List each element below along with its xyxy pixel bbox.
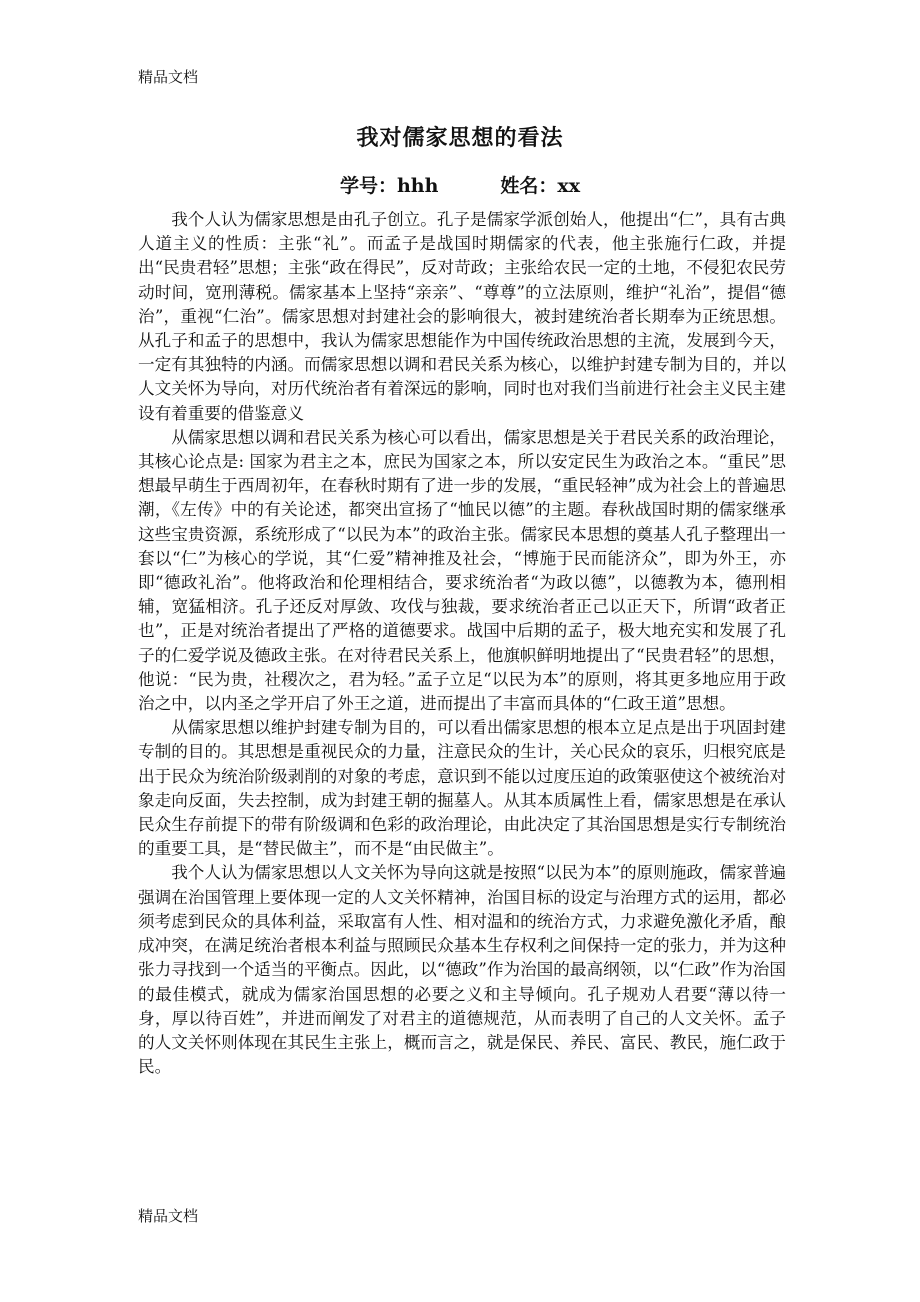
student-id: 学号：hhh [339, 175, 439, 197]
paragraph-1: 我个人认为儒家思想是由孔子创立。孔子是儒家学派创始人，他提出“仁”，具有古典人道主义的性质：主张“礼”。而孟子是战国时期儒家的代表，他主张施行仁政，并提出“民贵君轻”思想；主张“政在得民”，反对苛政；主张给农民一定的土地，不侵犯农民劳动时间，宽刑薄税。儒家基本上坚持“亲亲”、“尊尊”的立法原则，维护“礼治”，提倡“德治”，重视“仁治”。儒家思想对封建社会的影响很大，被封建统治者长期奉为正统思想。从孔子和孟子的思想中，我认为儒家思想能作为中国传统政治思想的主流，发展到今天，一定有其独特的内涵。而儒家思想以调和君民关系为核心，以维护封建专制为目的，并以人文关怀为导向，对历代统治者有着深远的影响，同时也对我们当前进行社会主义民主建设有着重要的借鉴意义 [138, 210, 786, 423]
page-header-label: 精品文档 [138, 68, 199, 86]
student-info [0, 171, 920, 198]
paragraph-4: 我个人认为儒家思想以人文关怀为导向这就是按照“以民为本”的原则施政，儒家普遍强调在治国管理上要体现一定的人文关怀精神，治国目标的设定与治理方式的运用，都必须考虑到民众的具体利益，采取富有人性、相对温和的统治方式，力求避免激化矛盾，酿成冲突，在满足统治者根本利益与照顾民众基本生存权利之间保持一定的张力，并为这种张力寻找到一个适当的平衡点。因此，以“德政”作为治国的最高纲领，以“仁政”作为治国的最佳模式，就成为儒家治国思想的必要之义和主导倾向。孔子规劝人君要“薄以待一身，厚以待百姓”，并进而阐发了对君主的道德规范，从而表明了自己的人文关怀。孟子的人文关怀则体现在其民生主张上，概而言之，就是保民、养民、富民、教民，施仁政于民。 [138, 863, 786, 1077]
document-body [138, 208, 786, 1079]
paragraph-2: 从儒家思想以调和君民关系为核心可以看出，儒家思想是关于君民关系的政治理论，其核心论点是: 国家为君主之本，庶民为国家之本，所以安定民生为政治之本。“重民”思想最早萌生于西周初年，在春秋时期有了进一步的发展，“重民轻神”成为社会上的普遍思潮，《左传》中的有关论述，都突出宣扬了“恤民以德”的主题。春秋战国时期的儒家继承这些宝贵资源，系统形成了“以民为本”的政治主张。儒家民本思想的奠基人孔子整理出一套以“仁”为核心的学说，其“仁爱”精神推及社会，“博施于民而能济众”，即为外王，亦即“德政礼治”。他将政治和伦理相结合，要求统治者“为政以德”，以德教为本，德刑相辅，宽猛相济。孔子还反对厚敛、攻伐与独裁，要求统治者正己以正天下，所谓“政者正也”，正是对统治者提出了严格的道德要求。战国中后期的孟子，极大地充实和发展了孔子的仁爱学说及德政主张。在对待君民关系上，他旗帜鲜明地提出了“民贵君轻”的思想，他说：“民为贵，社稷次之，君为轻。”孟子立足“以民为本”的原则，将其更多地应用于政治之中，以内圣之学开启了外王之道，进而提出了丰富而具体的“仁政王道”思想。 [138, 427, 786, 714]
page-footer-label: 精品文档 [138, 1207, 199, 1225]
document-title: 我对儒家思想的看法 [356, 125, 564, 151]
student-name: 姓名：xx [500, 175, 581, 197]
paragraph-3: 从儒家思想以维护封建专制为目的，可以看出儒家思想的根本立足点是出于巩固封建专制的目的。其思想是重视民众的力量，注意民众的生计，关心民众的哀乐，归根究底是出于民众为统治阶级剥削的对象的考虑，意识到不能以过度压迫的政策驱使这个被统治对象走向反面，失去控制，成为封建王朝的掘墓人。从其本质属性上看，儒家思想是在承认民众生存前提下的带有阶级调和色彩的政治理论，由此决定了其治国思想是实行专制统治的重要工具，是“替民做主”，而不是“由民做主”。 [138, 718, 786, 859]
